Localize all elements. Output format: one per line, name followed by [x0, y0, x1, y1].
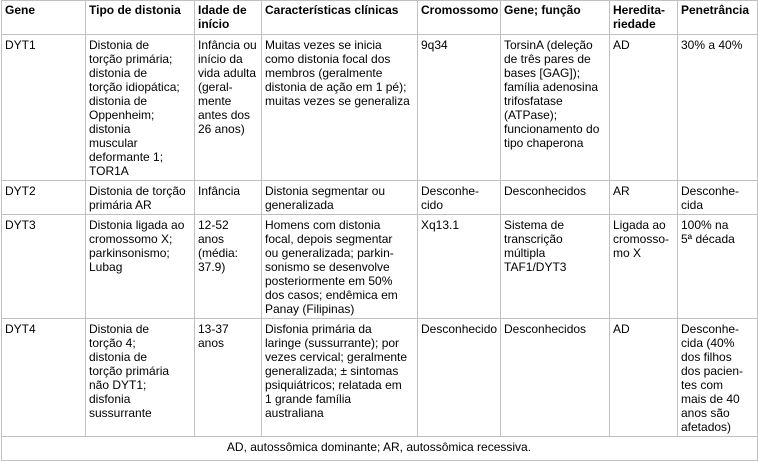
- cell: Distonia segmentar ou generalizada: [262, 181, 418, 215]
- cell: Infância: [195, 181, 262, 215]
- cell: DYT2: [2, 181, 86, 215]
- cell: TorsinA (deleção de três pares de bases [GAG]); família adenosina trifosfatase (ATPase); funcionamento do tipo chaperona: [501, 35, 610, 181]
- header-cromossomo: Cromossomo: [418, 1, 501, 35]
- cell: DYT3: [2, 215, 86, 319]
- table-row: [2, 181, 758, 215]
- cell: Xq13.1: [418, 215, 501, 319]
- cell: 30% a 40%: [678, 35, 758, 181]
- cell: Desconhecidos: [501, 319, 610, 437]
- header-idade: Idade de início: [195, 1, 262, 35]
- cell: 12-52 anos (média: 37.9): [195, 215, 262, 319]
- cell: Disfonia primária da laringe (sussurrante); por vezes cervical; geralmente generalizada; ± sintomas psiquiátricos; relatada em 1 grande família australiana: [262, 319, 418, 437]
- cell: DYT4: [2, 319, 86, 437]
- cell: 9q34: [418, 35, 501, 181]
- cell: Distonia de torção 4; distonia de torção primária não DYT1; disfonia sussurrante: [86, 319, 195, 437]
- header-penetrancia: Penetrância: [678, 1, 758, 35]
- cell: 100% na 5ª década: [678, 215, 758, 319]
- header-gene: Gene: [2, 1, 86, 35]
- cell: Infância ou início da vida adulta (geral- mente antes dos 26 anos): [195, 35, 262, 181]
- cell: Desconhe- cida: [678, 181, 758, 215]
- cell: Desconhecido: [418, 319, 501, 437]
- cell: Distonia de torção primária; distonia de torção idiopática; distonia de Oppenheim; distonia muscular deformante 1; TOR1A: [86, 35, 195, 181]
- cell: 13-37 anos: [195, 319, 262, 437]
- cell: Ligada ao cromosso- mo X: [610, 215, 678, 319]
- cell: Desconhe- cido: [418, 181, 501, 215]
- cell: DYT1: [2, 35, 86, 181]
- cell: Distonia ligada ao cromossomo X; parkinsonismo; Lubag: [86, 215, 195, 319]
- cell: AD: [610, 35, 678, 181]
- header-hereditariedade: Heredita- riedade: [610, 1, 678, 35]
- cell: Sistema de transcrição múltipla TAF1/DYT3: [501, 215, 610, 319]
- cell: Desconhe- cida (40% dos filhos dos pacien- tes com mais de 40 anos são afetados): [678, 319, 758, 437]
- footnote-row: [2, 437, 758, 461]
- cell: Homens com distonia focal, depois segmentar ou generalizada; parkin- sonismo se desenvolve posteriormente em 50% dos casos; endêmica em Panay (Filipinas): [262, 215, 418, 319]
- table-row: [2, 215, 758, 319]
- table-row: [2, 319, 758, 437]
- cell: AD: [610, 319, 678, 437]
- header-caracteristicas: Características clínicas: [262, 1, 418, 35]
- table-row: [2, 35, 758, 181]
- header-gene-funcao: Gene; função: [501, 1, 610, 35]
- header-row: [2, 1, 758, 35]
- footnote: AD, autossômica dominante; AR, autossômica recessiva.: [2, 437, 758, 461]
- cell: Muitas vezes se inicia como distonia focal dos membros (geralmente distonia de ação em 1 pé); muitas vezes se generaliza: [262, 35, 418, 181]
- dystonia-genes-table: [1, 0, 758, 461]
- header-tipo: Tipo de distonia: [86, 1, 195, 35]
- cell: Desconhecidos: [501, 181, 610, 215]
- cell: Distonia de torção primária AR: [86, 181, 195, 215]
- cell: AR: [610, 181, 678, 215]
